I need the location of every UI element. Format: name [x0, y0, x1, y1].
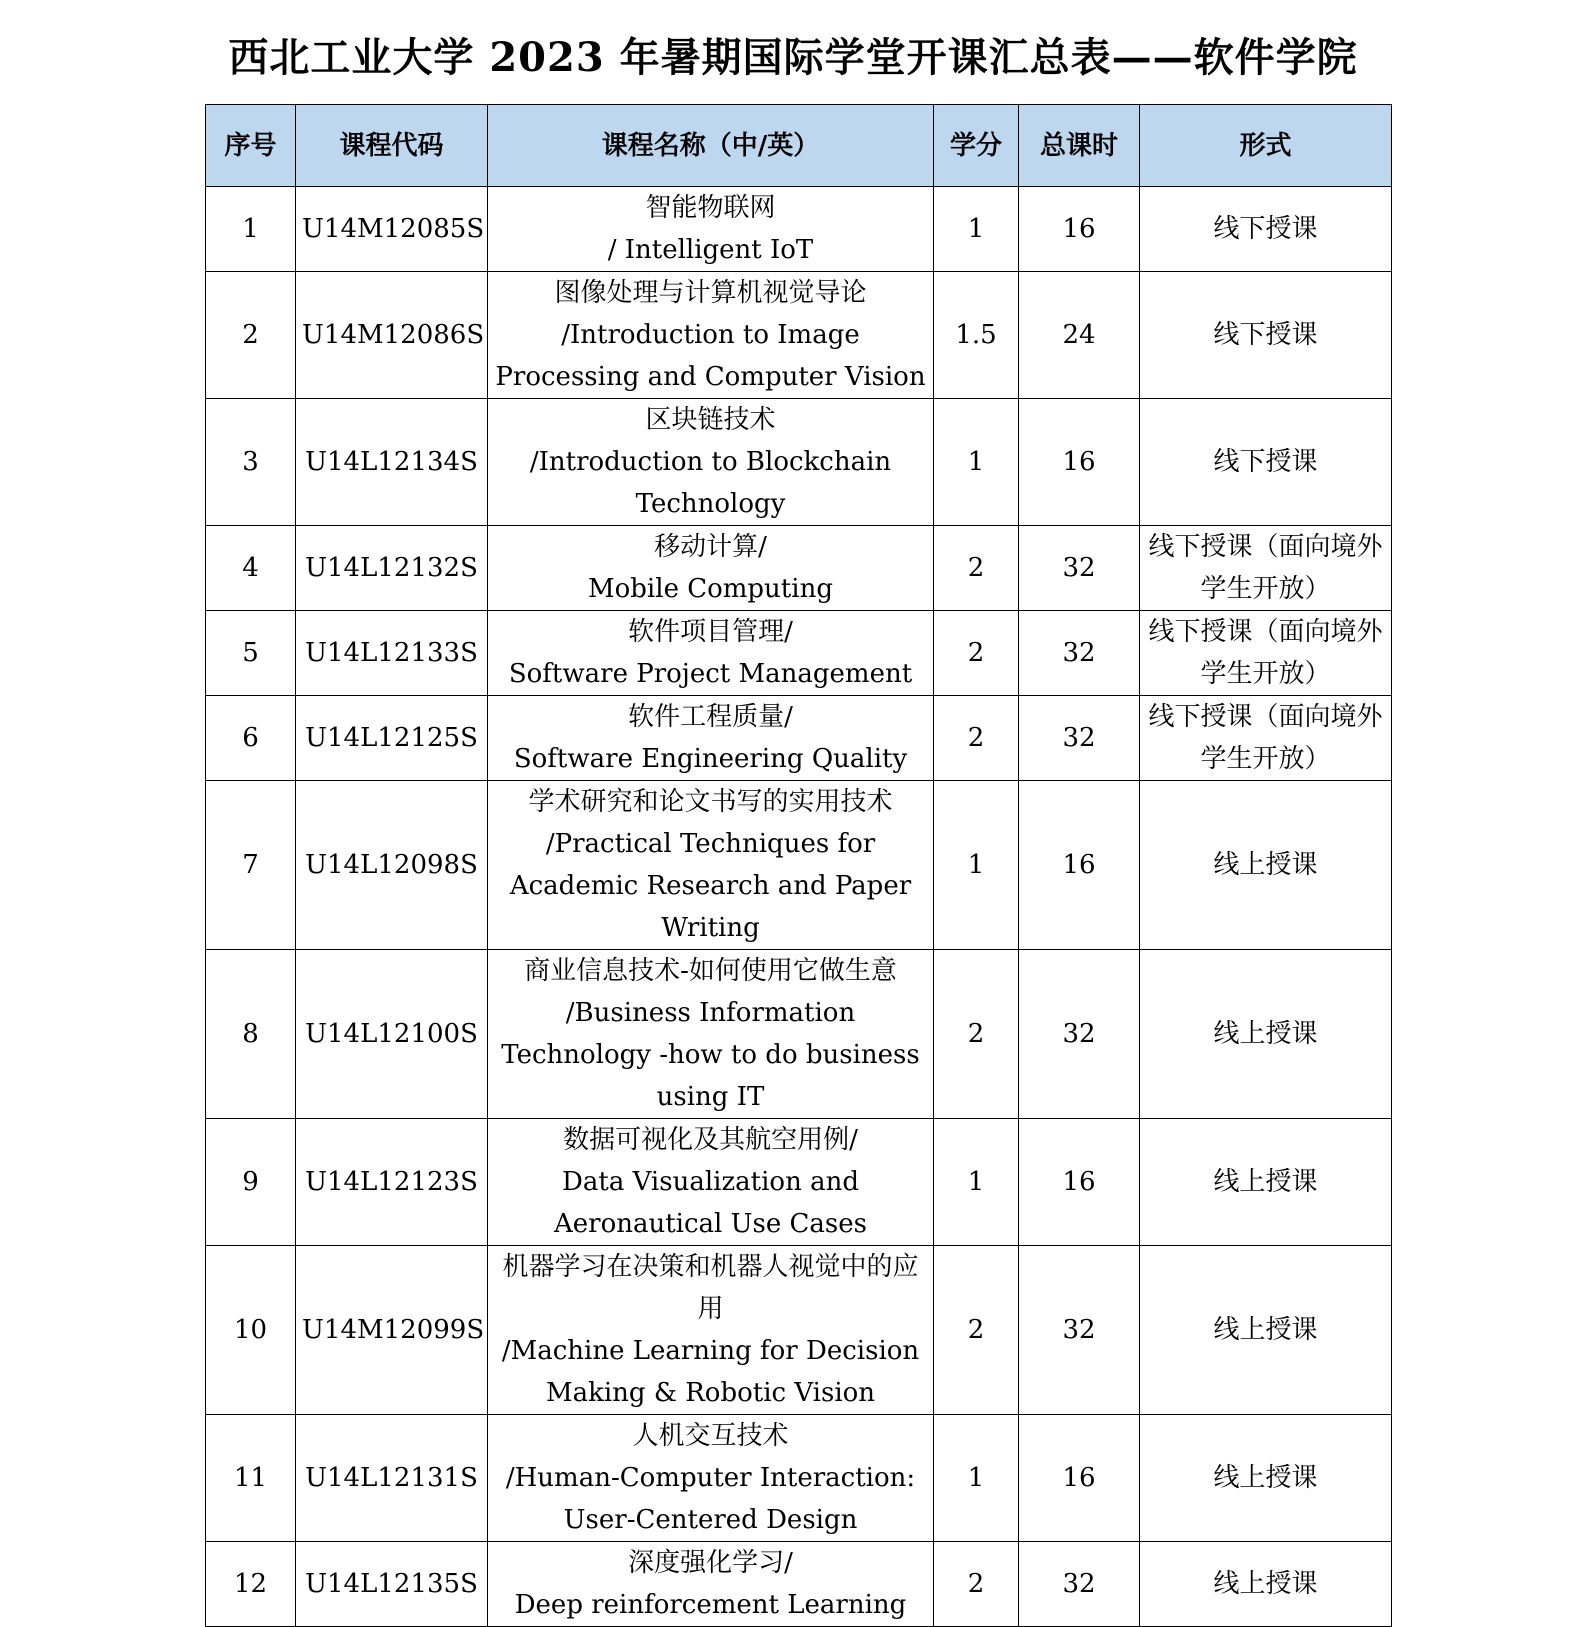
cell-form: 线上授课 [1140, 1542, 1392, 1627]
course-name-en: /Practical Techniques for Academic Research and Paper Writing [509, 829, 912, 943]
cell-form: 线下授课（面向境外学生开放） [1140, 696, 1392, 781]
header-course-name: 课程名称（中/英） [488, 105, 934, 187]
cell-credits: 2 [934, 1542, 1019, 1627]
cell-form: 线上授课 [1140, 1119, 1392, 1246]
cell-course-name [488, 187, 934, 272]
cell-credits: 2 [934, 950, 1019, 1119]
course-name-cn: 机器学习在决策和机器人视觉中的应用 [502, 1252, 919, 1324]
table-row [206, 399, 1392, 526]
cell-course-code: U14L12125S [296, 696, 488, 781]
page-title: 西北工业大学 2023 年暑期国际学堂开课汇总表——软件学院 [228, 34, 1358, 81]
cell-form: 线下授课 [1140, 399, 1392, 526]
cell-course-name [488, 1415, 934, 1542]
course-name-en: / Intelligent IoT [607, 235, 814, 265]
header-credits: 学分 [934, 105, 1019, 187]
course-name-cn: 移动计算/ [654, 532, 767, 562]
course-name-en: Deep reinforcement Learning [514, 1590, 907, 1620]
cell-course-name [488, 696, 934, 781]
cell-credits: 2 [934, 526, 1019, 611]
cell-course-name [488, 272, 934, 399]
cell-seq: 7 [206, 781, 296, 950]
course-name-en: Mobile Computing [588, 574, 833, 604]
cell-form: 线上授课 [1140, 781, 1392, 950]
table-row [206, 1246, 1392, 1415]
cell-credits: 1 [934, 399, 1019, 526]
cell-credits: 1 [934, 1415, 1019, 1542]
cell-course-name [488, 526, 934, 611]
table-row [206, 526, 1392, 611]
cell-form: 线上授课 [1140, 1415, 1392, 1542]
cell-credits: 2 [934, 1246, 1019, 1415]
cell-total-hours: 16 [1019, 399, 1140, 526]
cell-form: 线下授课 [1140, 272, 1392, 399]
table-row [206, 187, 1392, 272]
cell-course-name [488, 781, 934, 950]
cell-seq: 9 [206, 1119, 296, 1246]
course-name-en: /Machine Learning for Decision Making & Robotic Vision [501, 1336, 920, 1408]
cell-total-hours: 16 [1019, 1119, 1140, 1246]
course-name-cn: 人机交互技术 [632, 1421, 789, 1451]
cell-course-code: U14L12134S [296, 399, 488, 526]
cell-total-hours: 32 [1019, 1246, 1140, 1415]
course-name-en: Data Visualization and Aeronautical Use Cases [553, 1167, 867, 1239]
cell-course-name [488, 1542, 934, 1627]
cell-course-code: U14L12098S [296, 781, 488, 950]
course-name-en: /Introduction to Blockchain Technology [529, 447, 892, 519]
course-name-cn: 区块链技术 [645, 405, 776, 435]
cell-total-hours: 16 [1019, 781, 1140, 950]
table-row [206, 1119, 1392, 1246]
cell-credits: 2 [934, 696, 1019, 781]
course-summary-table [205, 104, 1392, 1627]
cell-course-name [488, 611, 934, 696]
course-name-cn: 图像处理与计算机视觉导论 [554, 278, 867, 308]
cell-seq: 2 [206, 272, 296, 399]
cell-course-code: U14L12132S [296, 526, 488, 611]
cell-total-hours: 32 [1019, 526, 1140, 611]
cell-seq: 1 [206, 187, 296, 272]
cell-total-hours: 32 [1019, 696, 1140, 781]
table-header-row [206, 105, 1392, 187]
table-row [206, 781, 1392, 950]
cell-seq: 10 [206, 1246, 296, 1415]
table-row [206, 272, 1392, 399]
cell-form: 线上授课 [1140, 1246, 1392, 1415]
cell-total-hours: 32 [1019, 1542, 1140, 1627]
cell-course-code: U14L12131S [296, 1415, 488, 1542]
header-form: 形式 [1140, 105, 1392, 187]
cell-total-hours: 16 [1019, 187, 1140, 272]
cell-course-code: U14M12099S [296, 1246, 488, 1415]
cell-seq: 12 [206, 1542, 296, 1627]
course-name-en: Software Project Management [508, 659, 913, 689]
cell-course-name [488, 1119, 934, 1246]
cell-credits: 1 [934, 781, 1019, 950]
cell-course-code: U14M12086S [296, 272, 488, 399]
cell-credits: 1 [934, 187, 1019, 272]
course-name-cn: 软件项目管理/ [628, 617, 793, 647]
cell-form: 线上授课 [1140, 950, 1392, 1119]
cell-total-hours: 32 [1019, 950, 1140, 1119]
cell-seq: 8 [206, 950, 296, 1119]
cell-course-code: U14L12100S [296, 950, 488, 1119]
course-name-en: /Human-Computer Interaction: User-Centered Design [505, 1463, 916, 1535]
course-name-cn: 数据可视化及其航空用例/ [563, 1125, 858, 1155]
course-name-en: /Business Information Technology -how to do business using IT [501, 998, 920, 1112]
cell-total-hours: 32 [1019, 611, 1140, 696]
cell-seq: 11 [206, 1415, 296, 1542]
cell-seq: 4 [206, 526, 296, 611]
course-name-en: Software Engineering Quality [513, 744, 908, 774]
cell-total-hours: 24 [1019, 272, 1140, 399]
cell-credits: 1.5 [934, 272, 1019, 399]
cell-course-name [488, 1246, 934, 1415]
course-name-en: /Introduction to Image Processing and Computer Vision [495, 320, 926, 392]
table-row [206, 1415, 1392, 1542]
cell-credits: 2 [934, 611, 1019, 696]
cell-seq: 6 [206, 696, 296, 781]
cell-course-name [488, 399, 934, 526]
cell-course-code: U14L12123S [296, 1119, 488, 1246]
cell-seq: 5 [206, 611, 296, 696]
course-name-cn: 商业信息技术-如何使用它做生意 [524, 956, 897, 986]
cell-form: 线下授课（面向境外学生开放） [1140, 526, 1392, 611]
course-name-cn: 软件工程质量/ [628, 702, 793, 732]
cell-form: 线下授课（面向境外学生开放） [1140, 611, 1392, 696]
cell-course-code: U14M12085S [296, 187, 488, 272]
cell-credits: 1 [934, 1119, 1019, 1246]
course-name-cn: 学术研究和论文书写的实用技术 [528, 787, 893, 817]
table-row [206, 611, 1392, 696]
table-row [206, 696, 1392, 781]
header-course-code: 课程代码 [296, 105, 488, 187]
course-name-cn: 智能物联网 [645, 193, 776, 223]
cell-form: 线下授课 [1140, 187, 1392, 272]
header-total-hours: 总课时 [1019, 105, 1140, 187]
cell-seq: 3 [206, 399, 296, 526]
cell-total-hours: 16 [1019, 1415, 1140, 1542]
cell-course-name [488, 950, 934, 1119]
table-row [206, 950, 1392, 1119]
table-row [206, 1542, 1392, 1627]
course-name-cn: 深度强化学习/ [628, 1548, 793, 1578]
cell-course-code: U14L12135S [296, 1542, 488, 1627]
cell-course-code: U14L12133S [296, 611, 488, 696]
header-seq: 序号 [206, 105, 296, 187]
